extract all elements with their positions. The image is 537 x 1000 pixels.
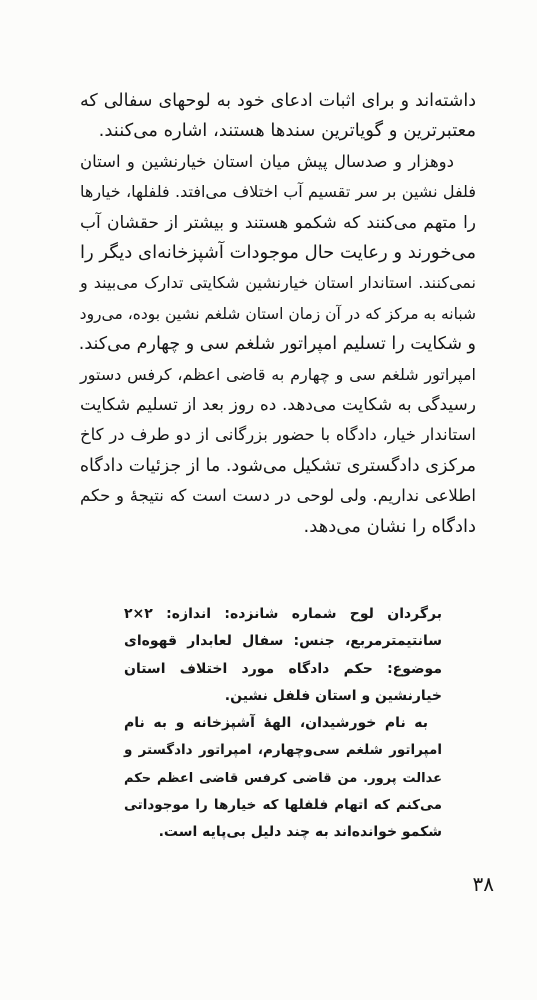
paragraph <box>80 147 476 542</box>
quote-paragraph <box>124 601 442 710</box>
quote-line: خیارنشین و استان فلفل نشین. <box>224 687 442 704</box>
quote-line: عدالت پرور. من قاضی کرفس قاضی اعظم حکم <box>124 770 442 786</box>
quote-line: به نام خورشیدان، الههٔ آشپزخانه و به نام <box>124 715 428 732</box>
text-line: دوهزار و صدسال پیش میان استان خیارنشین و استان <box>80 151 454 171</box>
quote-paragraph <box>124 710 442 846</box>
quote-line: می‌کنم که اتهام فلفلها که خیارها را موجوداتی <box>124 797 442 814</box>
text-line: امپراتور شلغم سی و چهارم به قاضی اعظم، کرفس دستور <box>80 364 476 384</box>
text-line: می‌خورند و رعایت حال موجودات آشپزخانه‌ای دیگر را <box>80 242 476 264</box>
text-line: داشته‌اند و برای اثبات ادعای خود به لوحهای سفالی که <box>80 91 476 111</box>
text-line: مرکزی دادگستری تشکیل می‌شود. ما از جزئیات دادگاه <box>79 455 476 476</box>
quote-line: شکمو خوانده‌اند به چند دلیل بی‌پایه است. <box>158 824 442 841</box>
tablet-translation-quote <box>124 601 442 847</box>
text-line: رسیدگی به شکایت می‌دهد. ده روز بعد از تسلیم شکایت <box>80 395 476 416</box>
quote-line: سانتیمترمربع، جنس: سفال لعابدار قهوه‌ای <box>124 633 442 650</box>
quote-line: موضوع: حکم دادگاه مورد اختلاف استان <box>124 660 442 677</box>
text-line: و شکایت را تسلیم امپراتور شلغم سی و چهارم می‌کند. <box>78 334 476 355</box>
text-line: شبانه به مرکز که در آن زمان استان شلغم نشین بوده، می‌رود <box>79 304 476 323</box>
quote-line: برگردان لوح شماره شانزده: اندازه: ۲×۲ <box>124 606 442 622</box>
paragraph <box>80 86 476 147</box>
body-text <box>80 86 476 542</box>
text-line: دادگاه را نشان می‌دهد. <box>303 515 476 537</box>
quote-line: امپراتور شلغم سی‌وچهارم، امپراتور دادگستر و <box>124 742 442 759</box>
text-line: اطلاعی نداریم. ولی لوحی در دست است که نتیجهٔ و حکم <box>80 486 476 506</box>
text-line: فلفل نشین بر سر تقسیم آب اختلاف می‌افتد. فلفلها، خیارها <box>80 182 476 202</box>
page-number: ۳۸ <box>472 872 494 896</box>
text-line: نمی‌کنند. استاندار استان خیارنشین شکایتی تدارک می‌بیند و <box>80 273 476 293</box>
text-line: استاندار خیار، دادگاه با حضور بزرگانی از دو طرف در کاخ <box>80 425 476 445</box>
text-line: را متهم می‌کنند که شکمو هستند و بیشتر از حقشان آب <box>80 212 476 233</box>
text-line: معتبرترین و گویاترین سندها هستند، اشاره می‌کنند. <box>98 120 476 142</box>
